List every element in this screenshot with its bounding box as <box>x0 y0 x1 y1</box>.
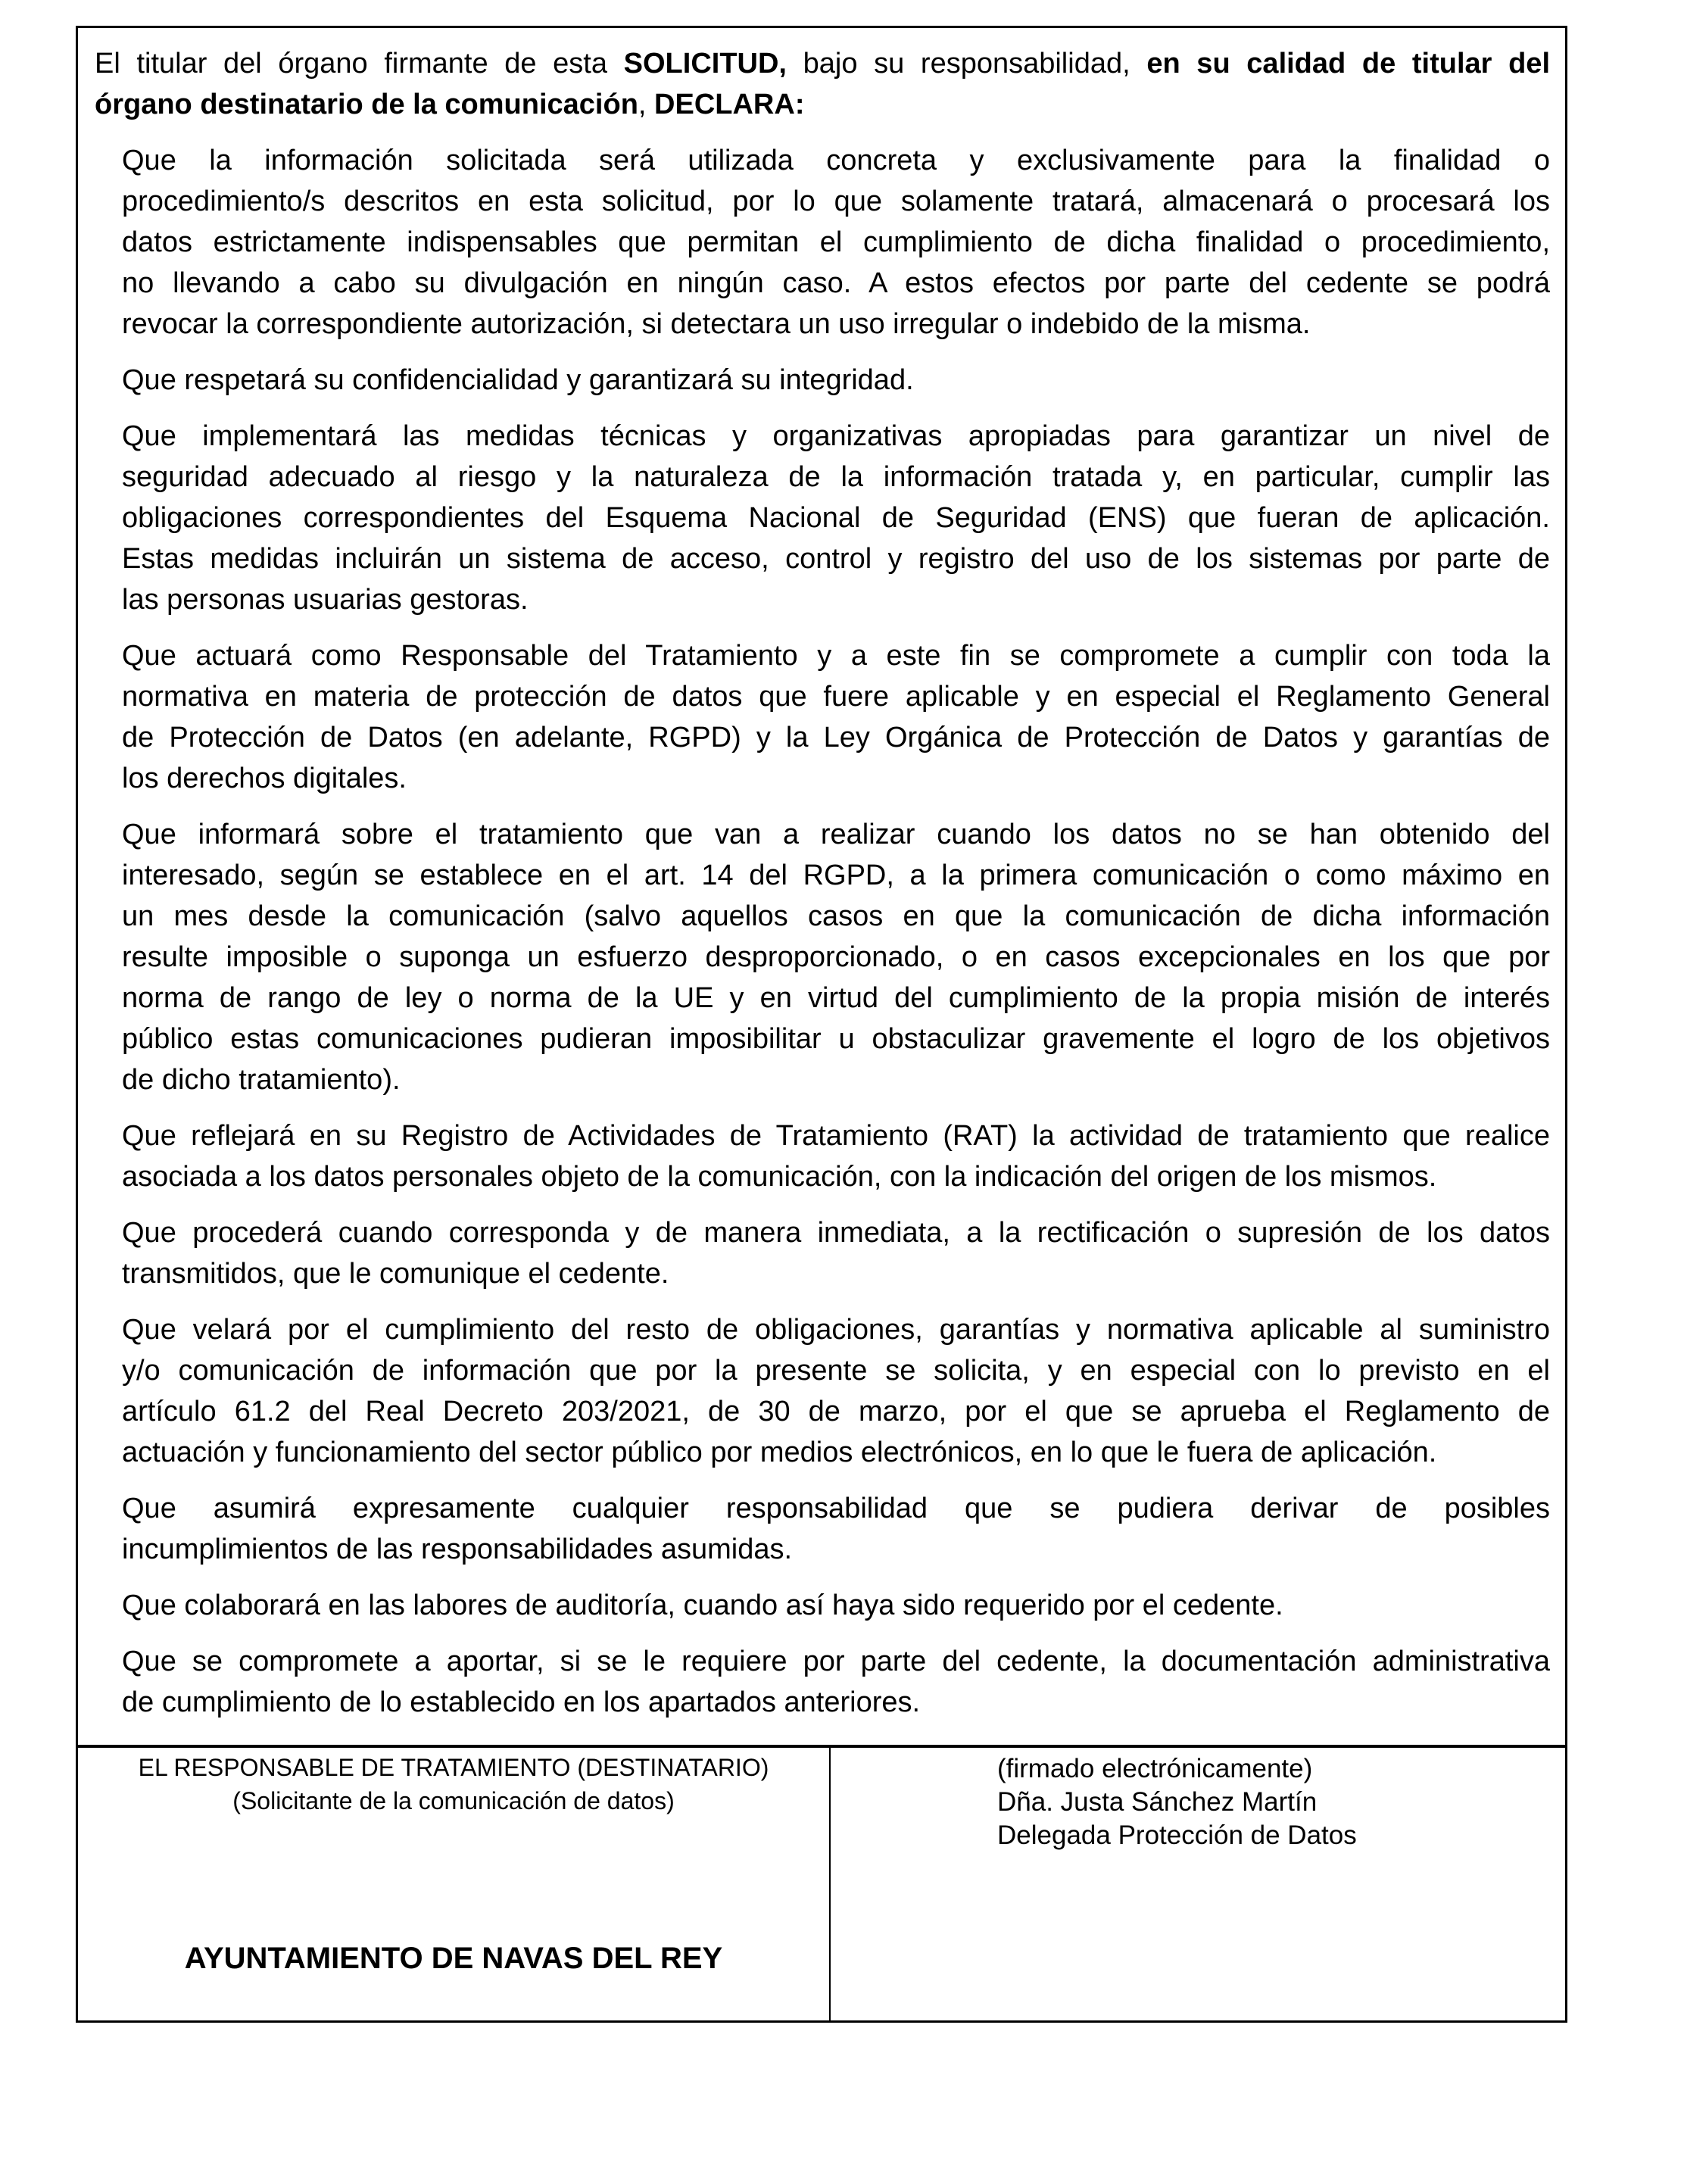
paragraph-line: asociada a los datos personales objeto de la comunicación, con la indicación del origen de los mismos. <box>122 1161 1437 1193</box>
paragraph-line: Que procederá cuando corresponda y de manera inmediata, a la rectificación o supresión de los datos <box>122 1217 1550 1249</box>
organization-name: AYUNTAMIENTO DE NAVAS DEL REY <box>184 1942 723 1975</box>
declaration-paragraph <box>122 360 1550 401</box>
paragraph-line: Que colaborará en las labores de auditoría, cuando así haya sido requerido por el cedente. <box>122 1590 1283 1621</box>
signature-status: (firmado electrónicamente) <box>997 1754 1313 1783</box>
declaration-paragraph <box>122 416 1550 620</box>
declaration-paragraph <box>122 1488 1550 1570</box>
paragraph-line: normativa en materia de protección de datos que fuere aplicable y en especial el Reglamento General <box>122 681 1550 713</box>
paragraph-line: un mes desde la comunicación (salvo aquellos casos en que la comunicación de dicha información <box>122 900 1550 932</box>
declaration-form <box>76 26 1567 2023</box>
paragraph-line: actuación y funcionamiento del sector público por medios electrónicos, en lo que le fuera de aplicación. <box>122 1437 1437 1468</box>
paragraph-line: Estas medidas incluirán un sistema de acceso, control y registro del uso de los sistemas por parte de <box>122 543 1550 575</box>
bold-text: DECLARA: <box>654 89 805 120</box>
bold-text: SOLICITUD, <box>623 48 787 80</box>
paragraph-line: de cumplimiento de lo establecido en los apartados anteriores. <box>122 1686 921 1718</box>
paragraph-line: Que la información solicitada será utilizada concreta y exclusivamente para la finalidad o <box>122 145 1550 176</box>
paragraph-line: las personas usuarias gestoras. <box>122 584 529 616</box>
signature-right-cell <box>831 1748 1565 2020</box>
paragraph-line: Que informará sobre el tratamiento que van a realizar cuando los datos no se han obtenido del <box>122 819 1550 850</box>
paragraph-line: revocar la correspondiente autorización, si detectara un uso irregular o indebido de la misma. <box>122 308 1311 340</box>
paragraph-line: Que velará por el cumplimiento del resto de obligaciones, garantías y normativa aplicable al suministro <box>122 1314 1550 1346</box>
paragraph-line: datos estrictamente indispensables que permitan el cumplimiento de dicha finalidad o procedimiento, <box>122 226 1550 258</box>
paragraph-line: interesado, según se establece en el art. 14 del RGPD, a la primera comunicación o como máximo en <box>122 860 1550 891</box>
paragraph-line: Que respetará su confidencialidad y garantizará su integridad. <box>122 364 914 396</box>
paragraph-line: Que actuará como Responsable del Tratamiento y a este fin se compromete a cumplir con toda la <box>122 640 1550 672</box>
paragraph-line: artículo 61.2 del Real Decreto 203/2021, de 30 de marzo, por el que se aprueba el Reglamento de <box>122 1396 1550 1427</box>
paragraph-line: y/o comunicación de información que por la presente se solicita, y en especial con lo previsto en el <box>122 1355 1550 1387</box>
paragraph-line: Que reflejará en su Registro de Actividades de Tratamiento (RAT) la actividad de tratamiento que realice <box>122 1120 1550 1152</box>
title-line-1 <box>95 43 1550 84</box>
paragraph-line: Que se compromete a aportar, si se le requiere por parte del cedente, la documentación administrativa <box>122 1646 1550 1677</box>
declaration-paragraph <box>122 635 1550 799</box>
bold-text: en su calidad de titular del <box>1146 48 1550 80</box>
paragraph-line: obligaciones correspondientes del Esquema Nacional de Seguridad (ENS) que fueran de aplicación. <box>122 502 1550 534</box>
paragraph-line: transmitidos, que le comunique el cedente. <box>122 1258 669 1290</box>
signature-section <box>78 1745 1565 2020</box>
paragraph-line: procedimiento/s descritos en esta solicitud, por lo que solamente tratará, almacenará o procesará los <box>122 186 1550 217</box>
paragraph-line: seguridad adecuado al riesgo y la naturaleza de la información tratada y, en particular, cumplir las <box>122 461 1550 493</box>
declaration-paragraph <box>122 1641 1550 1723</box>
text-segment: El titular del órgano firmante de esta <box>95 48 624 80</box>
declaration-paragraph <box>122 1115 1550 1197</box>
declaration-paragraph <box>122 1212 1550 1294</box>
bold-text: órgano destinatario de la comunicación <box>95 89 638 120</box>
paragraph-line: no llevando a cabo su divulgación en ningún caso. A estos efectos por parte del cedente se podrá <box>122 267 1550 299</box>
paragraph-line: de Protección de Datos (en adelante, RGPD) y la Ley Orgánica de Protección de Datos y garantías de <box>122 722 1550 753</box>
text-segment: bajo su responsabilidad, <box>786 48 1147 80</box>
declaration-title <box>95 43 1550 125</box>
paragraph-line: incumplimientos de las responsabilidades asumidas. <box>122 1533 793 1565</box>
declaration-section <box>78 28 1565 1745</box>
declaration-paragraphs <box>95 140 1550 1723</box>
declaration-paragraph <box>122 1309 1550 1473</box>
title-line-2 <box>95 84 1550 125</box>
paragraph-line: de dicho tratamiento). <box>122 1064 401 1096</box>
paragraph-line: resulte imposible o suponga un esfuerzo desproporcionado, o en casos excepcionales en los que por <box>122 941 1550 973</box>
paragraph-line: los derechos digitales. <box>122 763 407 794</box>
role-title: EL RESPONSABLE DE TRATAMIENTO (DESTINATARIO) <box>138 1754 769 1781</box>
declaration-paragraph <box>122 1585 1550 1626</box>
declaration-paragraph <box>122 140 1550 345</box>
paragraph-line: Que implementará las medidas técnicas y organizativas apropiadas para garantizar un nivel de <box>122 420 1550 452</box>
signer-name: Dña. Justa Sánchez Martín <box>997 1787 1318 1817</box>
signer-position: Delegada Protección de Datos <box>997 1821 1357 1850</box>
paragraph-line: Que asumirá expresamente cualquier responsabilidad que se pudiera derivar de posibles <box>122 1493 1550 1524</box>
signature-left-cell <box>78 1748 831 2020</box>
text-segment: , <box>638 89 655 120</box>
paragraph-line: norma de rango de ley o norma de la UE y en virtud del cumplimiento de la propia misión de interés <box>122 982 1550 1014</box>
declaration-paragraph <box>122 814 1550 1100</box>
paragraph-line: público estas comunicaciones pudieran imposibilitar u obstaculizar gravemente el logro de los objetivos <box>122 1023 1550 1055</box>
role-subtitle: (Solicitante de la comunicación de datos) <box>232 1787 675 1814</box>
